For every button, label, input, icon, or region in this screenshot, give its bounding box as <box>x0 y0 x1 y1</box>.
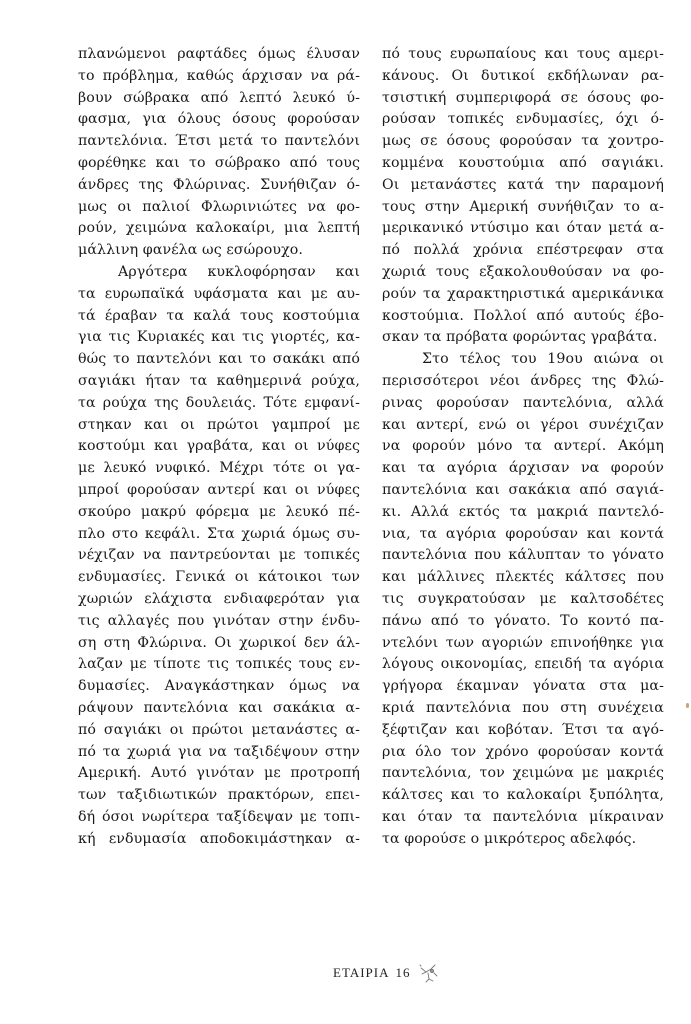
text-line: ξέφτιζαν και κοβόταν. Έτσι τα αγό- <box>382 721 664 738</box>
text-line: νια, τα αγόρια φορούσαν και κοντά <box>382 525 664 542</box>
text-line: περισσότεροι νέοι άνδρες της Φλώ- <box>382 372 664 389</box>
text-line: άνδρες της Φλώρινας. Συνήθιζαν ό- <box>78 176 360 193</box>
left-text-column <box>78 44 360 850</box>
page-number: 16 <box>395 965 411 980</box>
text-line: δυμασίες. Αναγκάστηκαν όμως να <box>78 678 360 695</box>
text-line: ράψουν παντελόνια και σακάκια α- <box>78 699 360 716</box>
footer-label: ΕΤΑΙΡΙΑ <box>333 965 390 980</box>
text-line: πλο στο κεφάλι. Στα χωριά όμως συ- <box>78 525 360 542</box>
text-line: παντελόνια που κάλυπταν το γόνατο <box>382 547 664 564</box>
text-line: νέχιζαν να παντρεύονται με τοπικές <box>78 547 360 564</box>
text-line: με λευκό νυφικό. Μέχρι τότε οι γα- <box>78 460 360 477</box>
scan-speck <box>686 703 689 708</box>
text-line: σκαν τα πρόβατα φορώντας γραβάτα. <box>382 329 658 346</box>
text-line: ρούν τα χαρακτηριστικά αμερικάνικα <box>382 285 664 302</box>
text-line: πάνω από το γόνατο. Το κοντό πα- <box>382 612 664 629</box>
text-line: κομμένα κουστούμια από σαγιάκι. <box>382 154 664 171</box>
text-line: παντελόνια και σακάκια από σαγιά- <box>382 481 664 498</box>
text-line: στηκαν και οι πρώτοι γαμπροί με <box>78 416 360 433</box>
text-line: πό τους ευρωπαίους και τους αμερι- <box>382 46 664 62</box>
text-line: ρούν, χειμώνα καλοκαίρι, μια λεπτή <box>78 220 360 237</box>
text-line: σαγιάκι ήταν τα καθημερινά ρούχα, <box>78 372 360 389</box>
text-line: ενδυμασίες. Γενικά οι κάτοικοι των <box>78 569 360 586</box>
text-line: Αμερική. Αυτό γινόταν με προτροπή <box>78 765 360 782</box>
text-line: ση στη Φλώρινα. Οι χωρικοί δεν άλ- <box>78 634 360 651</box>
text-line: φασμα, για όλους όσους φορούσαν <box>78 111 360 128</box>
text-line: ρινας φορούσαν παντελόνια, αλλά <box>382 394 664 411</box>
text-line: και μάλλινες πλεκτές κάλτσες που <box>382 569 664 586</box>
text-line: παντελόνια, τον χειμώνα με μακριές <box>382 765 664 782</box>
text-line: κάλτσες και το καλοκαίρι ξυπόλητα, <box>382 787 664 804</box>
text-line: μερικανικό ντύσιμο και όταν μετά α- <box>382 220 664 237</box>
text-line: κή ενδυμασία αποδοκιμάστηκαν α- <box>78 830 360 847</box>
text-line: το πρόβλημα, καθώς άρχισαν να ρά- <box>78 67 360 84</box>
angel-figure-icon <box>417 962 439 984</box>
text-line: ρούσαν τοπικές ενδυμασίες, όχι ό- <box>382 111 664 128</box>
text-line: τους στην Αμερική συνήθιζαν το α- <box>382 198 664 215</box>
page-footer <box>333 962 439 984</box>
text-line: για τις Κυριακές και τις γιορτές, κα- <box>78 329 360 346</box>
text-line: παντελόνια. Έτσι μετά το παντελόνι <box>78 133 360 150</box>
text-line: τα φορούσε ο μικρότερος αδελφός. <box>382 830 637 847</box>
text-line: κοστούμια. Πολλοί από αυτούς έβο- <box>382 307 664 324</box>
text-line: να φορούν μόνο τα αντερί. Ακόμη <box>382 438 664 455</box>
text-line: πό πολλά χρόνια επέστρεφαν στα <box>382 242 664 259</box>
text-line: μως σε όσους φορούσαν τα χοντρο- <box>382 133 664 150</box>
text-line: μπροί φορούσαν αντερί και οι νύφες <box>78 481 360 498</box>
text-line: σκούρο μακρύ φόρεμα με λευκό πέ- <box>78 503 360 520</box>
text-line: και όταν τα παντελόνια μίκραιναν <box>382 808 664 825</box>
text-line: λόγους οικονομίας, επειδή τα αγόρια <box>382 656 664 673</box>
text-line: κάνους. Οι δυτικοί εκδήλωναν ρα- <box>382 67 664 84</box>
text-line: και αντερί, ενώ οι γέροι συνέχιζαν <box>382 416 664 433</box>
text-line: ρια όλο τον χρόνο φορούσαν κοντά <box>382 743 664 760</box>
text-line: πλανώμενοι ραφτάδες όμως έλυσαν <box>78 46 360 62</box>
text-line: κι. Αλλά εκτός τα μακριά παντελό- <box>382 503 664 520</box>
text-line: βουν σώβρακα από λεπτό λευκό ύ- <box>78 89 360 106</box>
text-line: τα ευρωπαϊκά υφάσματα και με αυ- <box>78 285 360 302</box>
text-line: χωριά τους εξακολουθούσαν να φο- <box>382 263 664 280</box>
text-line: ντελόνι των αγοριών επινοήθηκε για <box>382 634 664 651</box>
text-line: πό τα χωριά για να ταξιδέψουν στην <box>78 743 360 760</box>
text-line: φορέθηκε και το σώβρακο από τους <box>78 154 360 171</box>
text-line: μως οι παλιοί Φλωρινιώτες να φο- <box>78 198 360 215</box>
text-line: και τα αγόρια άρχισαν να φορούν <box>382 460 664 477</box>
text-line: χωριών ελάχιστα ενδιαφερόταν για <box>78 590 360 607</box>
text-line: τά έραβαν τα καλά τους κοστούμια <box>78 307 360 324</box>
text-line: γρήγορα έκαμναν γόνατα στα μα- <box>382 678 664 695</box>
text-line: τις συγκρατούσαν με καλτσοδέτες <box>382 590 664 607</box>
paragraph-start-line: Στο τέλος του 19ου αιώνα οι <box>422 351 664 368</box>
text-line: κριά παντελόνια που στη συνέχεια <box>382 699 664 716</box>
text-line: μάλλινη φανέλα ως εσώρουχο. <box>78 242 304 259</box>
text-line: πό σαγιάκι οι πρώτοι μετανάστες α- <box>78 721 360 738</box>
right-text-column <box>382 44 664 850</box>
text-line: τα ρούχα της δουλειάς. Τότε εμφανί- <box>78 394 360 411</box>
text-line: θώς το παντελόνι και το σακάκι από <box>78 351 360 368</box>
text-line: τσιστική συμπεριφορά σε όσους φο- <box>382 89 664 106</box>
text-line: τις αλλαγές που γινόταν στην ένδυ- <box>78 612 360 629</box>
text-line: δή όσοι νωρίτερα ταξίδεψαν με τοπι- <box>78 808 360 825</box>
text-line: κοστούμι και γραβάτα, και οι νύφες <box>78 438 360 455</box>
paragraph-start-line: Αργότερα κυκλοφόρησαν και <box>118 263 360 280</box>
text-line: Οι μετανάστες κατά την παραμονή <box>382 176 664 193</box>
text-line: των ταξιδιωτικών πρακτόρων, επει- <box>78 787 360 804</box>
text-line: λαζαν με τίποτε τις τοπικές τους εν- <box>78 656 360 673</box>
